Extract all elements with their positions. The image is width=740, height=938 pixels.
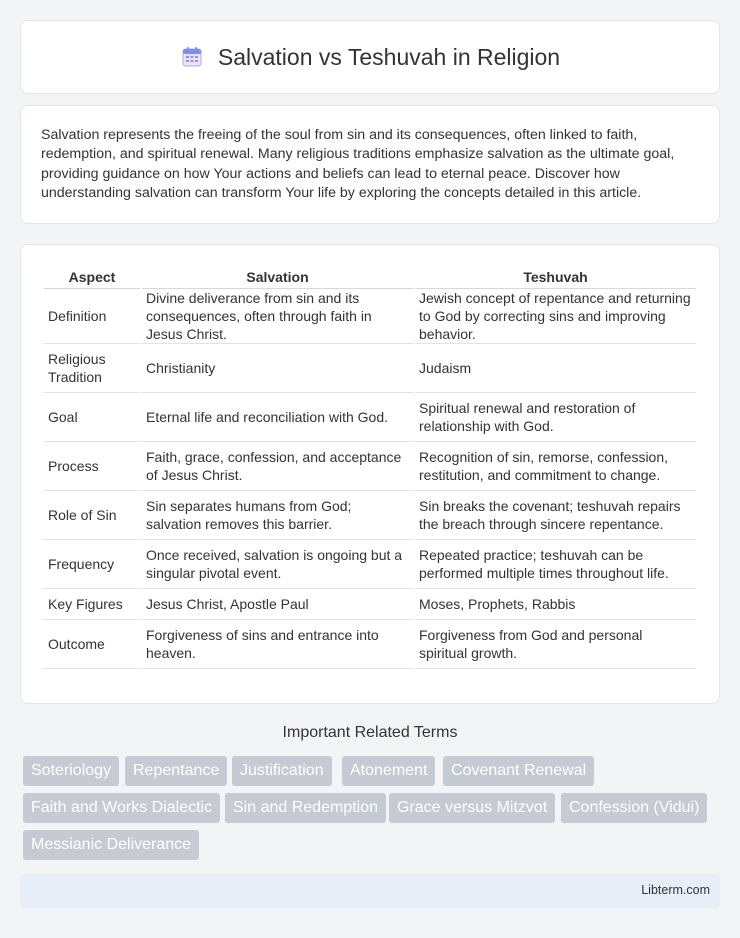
- table-cell-aspect: Goal: [44, 393, 140, 442]
- table-cell-salvation: Christianity: [142, 344, 413, 393]
- intro-card: [20, 105, 720, 224]
- table-cell-teshuvah: Moses, Prophets, Rabbis: [415, 589, 696, 620]
- table-cell-aspect: Process: [44, 442, 140, 491]
- related-term-tag[interactable]: Soteriology: [23, 756, 119, 786]
- intro-text: Salvation represents the freeing of the soul from sin and its consequences, often linked to faith, redemption, and spiritual renewal. Many religious traditions emphasize salvation as the ultimate goal, providing guidance on how Your actions and beliefs can lead to eternal peace. Discover how understanding salvation can transform Your life by exploring the concepts detailed in this article.: [41, 127, 675, 202]
- table-cell-salvation: Forgiveness of sins and entrance into heaven.: [142, 620, 413, 669]
- table-row: [44, 620, 696, 669]
- table-row: [44, 289, 696, 344]
- table-row: [44, 540, 696, 589]
- table-cell-teshuvah: Sin breaks the covenant; teshuvah repairs the breach through sincere repentance.: [415, 491, 696, 540]
- comparison-table-card: [20, 244, 720, 704]
- related-term-tag[interactable]: Covenant Renewal: [443, 756, 594, 786]
- page-title: Salvation vs Teshuvah in Religion: [217, 43, 561, 70]
- header-salvation: Salvation: [142, 265, 413, 289]
- related-term-tag[interactable]: Confession (Vidui): [561, 793, 707, 823]
- table-cell-salvation: Eternal life and reconciliation with God.: [142, 393, 413, 442]
- table-cell-salvation: Once received, salvation is ongoing but a singular pivotal event.: [142, 540, 413, 589]
- related-term-tag[interactable]: Sin and Redemption: [225, 793, 386, 823]
- table-cell-salvation: Faith, grace, confession, and acceptance of Jesus Christ.: [142, 442, 413, 491]
- comparison-table: [42, 265, 698, 669]
- calendar-icon: [180, 45, 204, 69]
- table-row: [44, 344, 696, 393]
- related-term-tag[interactable]: Messianic Deliverance: [23, 830, 199, 860]
- table-cell-teshuvah: Repeated practice; teshuvah can be performed multiple times throughout life.: [415, 540, 696, 589]
- related-term-tag[interactable]: Grace versus Mitzvot: [389, 793, 555, 823]
- related-term-tag[interactable]: Faith and Works Dialectic: [23, 793, 220, 823]
- related-terms-title: Important Related Terms: [282, 724, 458, 741]
- related-term-tag[interactable]: Atonement: [342, 756, 435, 786]
- table-row: [44, 589, 696, 620]
- header-card: [20, 20, 720, 94]
- related-term-tag[interactable]: Repentance: [125, 756, 227, 786]
- table-cell-teshuvah: Judaism: [415, 344, 696, 393]
- table-cell-teshuvah: Jewish concept of repentance and returning to God by correcting sins and improving behavior.: [415, 289, 696, 344]
- table-cell-aspect: Key Figures: [44, 589, 140, 620]
- table-cell-aspect: Religious Tradition: [44, 344, 140, 393]
- related-term-tag[interactable]: Justification: [232, 756, 332, 786]
- table-cell-salvation: Divine deliverance from sin and its consequences, often through faith in Jesus Christ.: [142, 289, 413, 344]
- table-cell-teshuvah: Forgiveness from God and personal spiritual growth.: [415, 620, 696, 669]
- table-row: [44, 442, 696, 491]
- table-cell-teshuvah: Recognition of sin, remorse, confession, restitution, and commitment to change.: [415, 442, 696, 491]
- table-cell-aspect: Role of Sin: [44, 491, 140, 540]
- table-cell-teshuvah: Spiritual renewal and restoration of relationship with God.: [415, 393, 696, 442]
- table-row: [44, 393, 696, 442]
- footer-site[interactable]: Libterm.com: [641, 883, 710, 897]
- table-cell-aspect: Definition: [44, 289, 140, 344]
- table-cell-salvation: Jesus Christ, Apostle Paul: [142, 589, 413, 620]
- header-teshuvah: Teshuvah: [415, 265, 696, 289]
- table-row: [44, 491, 696, 540]
- table-cell-aspect: Frequency: [44, 540, 140, 589]
- table-header-row: [44, 265, 696, 289]
- table-cell-salvation: Sin separates humans from God; salvation removes this barrier.: [142, 491, 413, 540]
- header-aspect: Aspect: [44, 265, 140, 289]
- table-cell-aspect: Outcome: [44, 620, 140, 669]
- footer: [20, 874, 720, 908]
